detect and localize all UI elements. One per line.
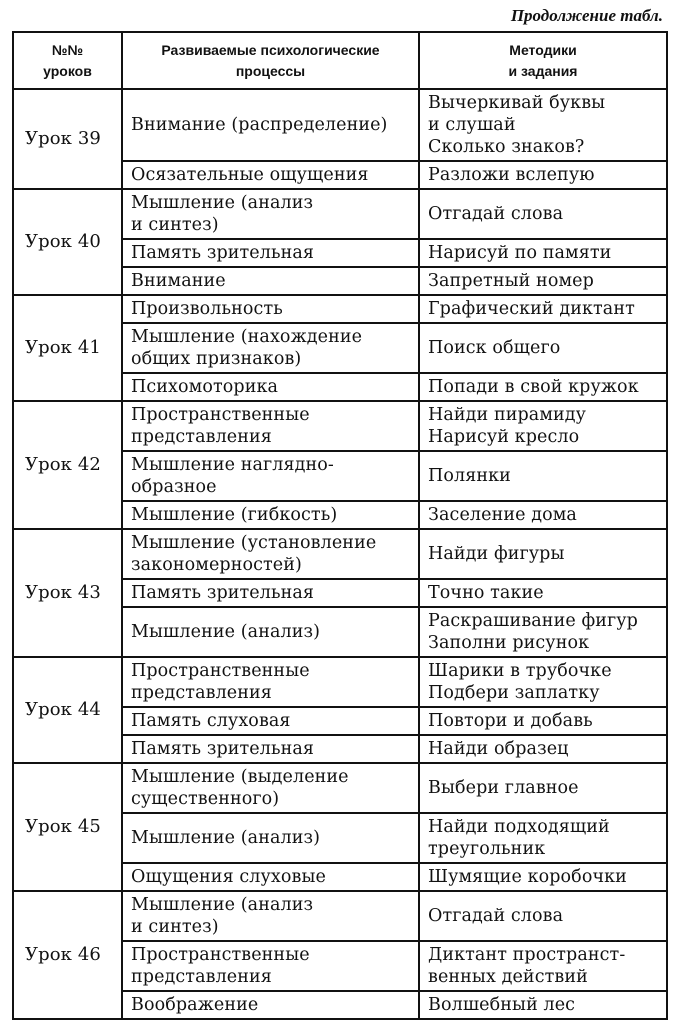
process-cell: Мышление (анализ и синтез) [122, 189, 419, 239]
table-row [13, 657, 667, 707]
method-cell: Волшебный лес [419, 991, 667, 1019]
process-cell: Память слуховая [122, 707, 419, 735]
method-cell: Шарики в трубочке Подбери заплатку [419, 657, 667, 707]
method-cell: Отгадай слова [419, 189, 667, 239]
method-cell: Найди образец [419, 735, 667, 763]
method-cell: Найди пирамиду Нарисуй кресло [419, 401, 667, 451]
process-cell: Мышление (анализ) [122, 813, 419, 863]
process-cell: Мышление наглядно- образное [122, 451, 419, 501]
lesson-label: Урок 42 [13, 401, 122, 529]
table-row [13, 891, 667, 941]
table-row [13, 89, 667, 161]
table-row [13, 189, 667, 239]
process-cell: Память зрительная [122, 239, 419, 267]
lesson-label: Урок 40 [13, 189, 122, 295]
lesson-label: Урок 39 [13, 89, 122, 189]
method-cell: Повтори и добавь [419, 707, 667, 735]
process-cell: Мышление (анализ и синтез) [122, 891, 419, 941]
table-row [13, 529, 667, 579]
lessons-table [12, 31, 668, 1020]
method-cell: Шумящие коробочки [419, 863, 667, 891]
method-cell: Отгадай слова [419, 891, 667, 941]
method-cell: Вычеркивай буквы и слушай Сколько знаков? [419, 89, 667, 161]
process-cell: Воображение [122, 991, 419, 1019]
process-cell: Произвольность [122, 295, 419, 323]
method-cell: Разложи вслепую [419, 161, 667, 189]
method-cell: Точно такие [419, 579, 667, 607]
method-cell: Нарисуй по памяти [419, 239, 667, 267]
process-cell: Мышление (анализ) [122, 607, 419, 657]
method-cell: Раскрашивание фигур Заполни рисунок [419, 607, 667, 657]
header-methods-tasks: Методики и задания [419, 32, 667, 89]
method-cell: Диктант пространст- венных действий [419, 941, 667, 991]
process-cell: Мышление (гибкость) [122, 501, 419, 529]
method-cell: Полянки [419, 451, 667, 501]
process-cell: Психомоторика [122, 373, 419, 401]
header-lesson-number: №№ уроков [13, 32, 122, 89]
lesson-label: Урок 44 [13, 657, 122, 763]
process-cell: Пространственные представления [122, 941, 419, 991]
process-cell: Память зрительная [122, 735, 419, 763]
process-cell: Мышление (установление закономерностей) [122, 529, 419, 579]
lesson-label: Урок 43 [13, 529, 122, 657]
lesson-label: Урок 41 [13, 295, 122, 401]
header-psych-processes: Развиваемые психологические процессы [122, 32, 419, 89]
table-body [13, 89, 667, 1019]
method-cell: Заселение дома [419, 501, 667, 529]
process-cell: Пространственные представления [122, 657, 419, 707]
process-cell: Пространственные представления [122, 401, 419, 451]
method-cell: Запретный номер [419, 267, 667, 295]
process-cell: Мышление (нахождение общих признаков) [122, 323, 419, 373]
process-cell: Ощущения слуховые [122, 863, 419, 891]
table-row [13, 295, 667, 323]
process-cell: Мышление (выделение существенного) [122, 763, 419, 813]
method-cell: Выбери главное [419, 763, 667, 813]
method-cell: Найди фигуры [419, 529, 667, 579]
table-continuation-caption: Продолжение табл. [510, 6, 663, 25]
table-row [13, 763, 667, 813]
lesson-label: Урок 46 [13, 891, 122, 1019]
process-cell: Внимание [122, 267, 419, 295]
lesson-label: Урок 45 [13, 763, 122, 891]
process-cell: Осязательные ощущения [122, 161, 419, 189]
method-cell: Попади в свой кружок [419, 373, 667, 401]
process-cell: Память зрительная [122, 579, 419, 607]
table-header-row [13, 32, 667, 89]
method-cell: Графический диктант [419, 295, 667, 323]
table-row [13, 401, 667, 451]
process-cell: Внимание (распределение) [122, 89, 419, 161]
method-cell: Поиск общего [419, 323, 667, 373]
method-cell: Найди подходящий треугольник [419, 813, 667, 863]
